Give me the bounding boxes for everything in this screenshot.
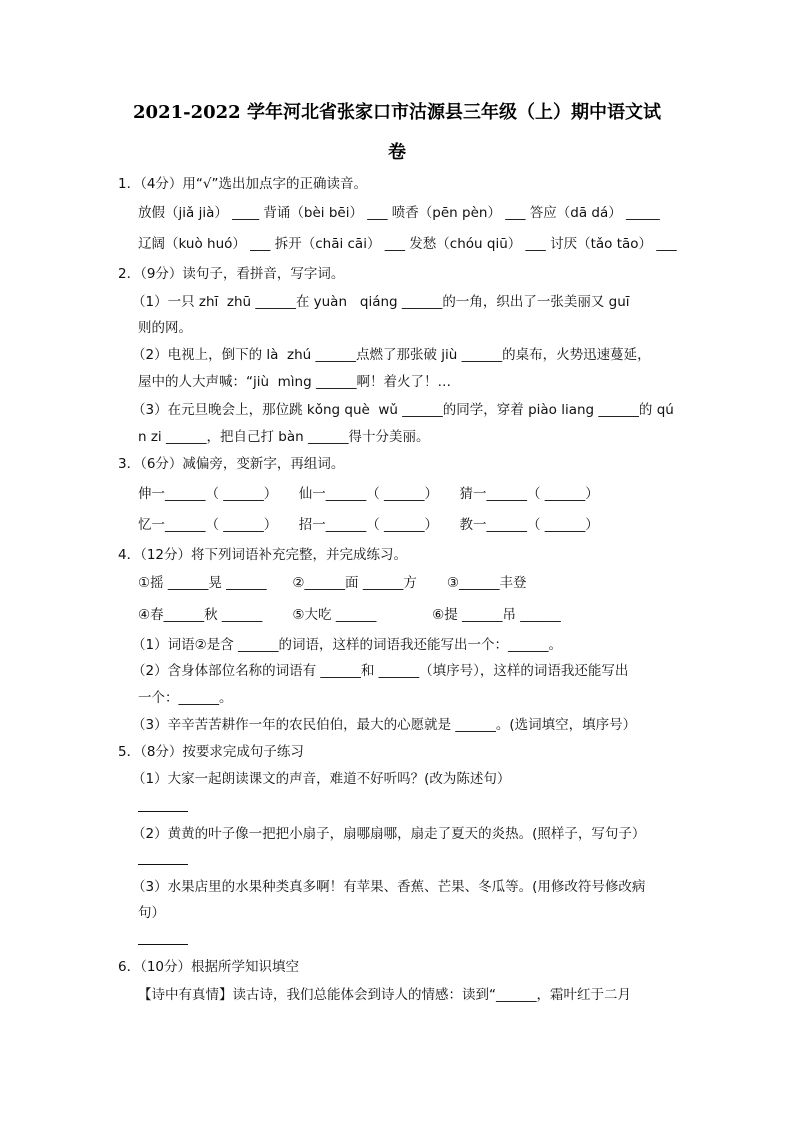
title-line-1: 2021-2022 学年河北省张家口市沽源县三年级（上）期中语文试 — [133, 102, 661, 123]
question-5-sub-3-cont: 句） — [138, 905, 165, 921]
question-5-head: 5．（8分）按要求完成句子练习 — [118, 744, 304, 760]
question-6-head: 6．（10分）根据所学知识填空 — [118, 959, 300, 975]
question-4-row-2: ④春______秋 ______ ⑤大吃 ______ ⑥提 ______吊 ______ — [138, 607, 561, 623]
question-2-line-4: 屋中的人大声喊：“jiù mìng ______啊！着火了！… — [138, 374, 451, 390]
question-4-sub-2: （2）含身体部位名称的词语有 ______和 ______（填序号），这样的词语我还能写出 — [132, 663, 629, 679]
question-1-row-1: 放假（jiǎ jià） ____ 背诵（bèi bēi） ___ 喷香（pēn pèn） ___ 答应（dā dá） _____ — [138, 205, 660, 221]
question-1-row-2: 辽阔（kuò huó） ___ 拆开（chāi cāi） ___ 发愁（chóu qiū） ___ 讨厌（tǎo tāo） ___ — [138, 236, 677, 252]
title-line-2: 卷 — [388, 142, 406, 163]
question-2-line-5: （3）在元旦晚会上，那位跳 kǒng què wǔ ______的同学，穿着 piào liang ______的 qú — [132, 402, 674, 418]
answer-line — [138, 944, 188, 945]
question-1-head: 1．（4分）用“√”选出加点字的正确读音。 — [118, 176, 368, 192]
answer-line — [138, 811, 188, 812]
question-5-sub-2: （2）黄黄的叶子像一把把小扇子，扇哪扇哪，扇走了夏天的炎热。(照样子，写句子） — [132, 826, 646, 842]
question-3-row-2: 忆一______（ ______） 招一______（ ______） 教一______（ ______） — [138, 517, 599, 533]
question-5-sub-3: （3）水果店里的水果种类真多啊！有苹果、香蕉、芒果、冬瓜等。(用修改符号修改病 — [132, 879, 646, 895]
question-2-head: 2．（9分）读句子，看拼音，写字词。 — [118, 266, 345, 282]
question-4-sub-2-cont: 一个：______。 — [138, 690, 233, 706]
question-2-line-2: 则的网。 — [138, 320, 192, 336]
question-2-line-1: （1）一只 zhī zhū ______在 yuàn qiáng ______的一角，织出了一张美丽又 guī — [132, 294, 630, 310]
question-4-sub-3: （3）辛辛苦苦耕作一年的农民伯伯，最大的心愿就是 ______。(选词填空，填序号） — [132, 717, 637, 733]
question-2-line-6: n zi ______，把自己打 bàn ______得十分美丽。 — [138, 429, 430, 445]
answer-line — [138, 864, 188, 865]
question-4-head: 4．（12分）将下列词语补充完整，并完成练习。 — [118, 547, 408, 563]
question-4-sub-1: （1）词语②是含 ______的词语，这样的词语我还能写出一个：______。 — [132, 637, 562, 653]
question-4-row-1: ①摇 ______晃 ______ ②______面 ______方 ③______丰登 — [138, 575, 527, 591]
question-5-sub-1: （1）大家一起朗读课文的声音，难道不好听吗？(改为陈述句） — [132, 771, 511, 787]
question-6-line-1: 【诗中有真情】读古诗，我们总能体会到诗人的情感：读到“______，霜叶红于二月 — [138, 987, 631, 1003]
question-3-head: 3．（6分）减偏旁，变新字，再组词。 — [118, 456, 345, 472]
question-3-row-1: 伸一______（ ______） 仙一______（ ______） 猜一______（ ______） — [138, 486, 599, 502]
question-2-line-3: （2）电视上，倒下的 là zhú ______点燃了那张破 jiù ______的桌布，火势迅速蔓延， — [132, 347, 651, 363]
